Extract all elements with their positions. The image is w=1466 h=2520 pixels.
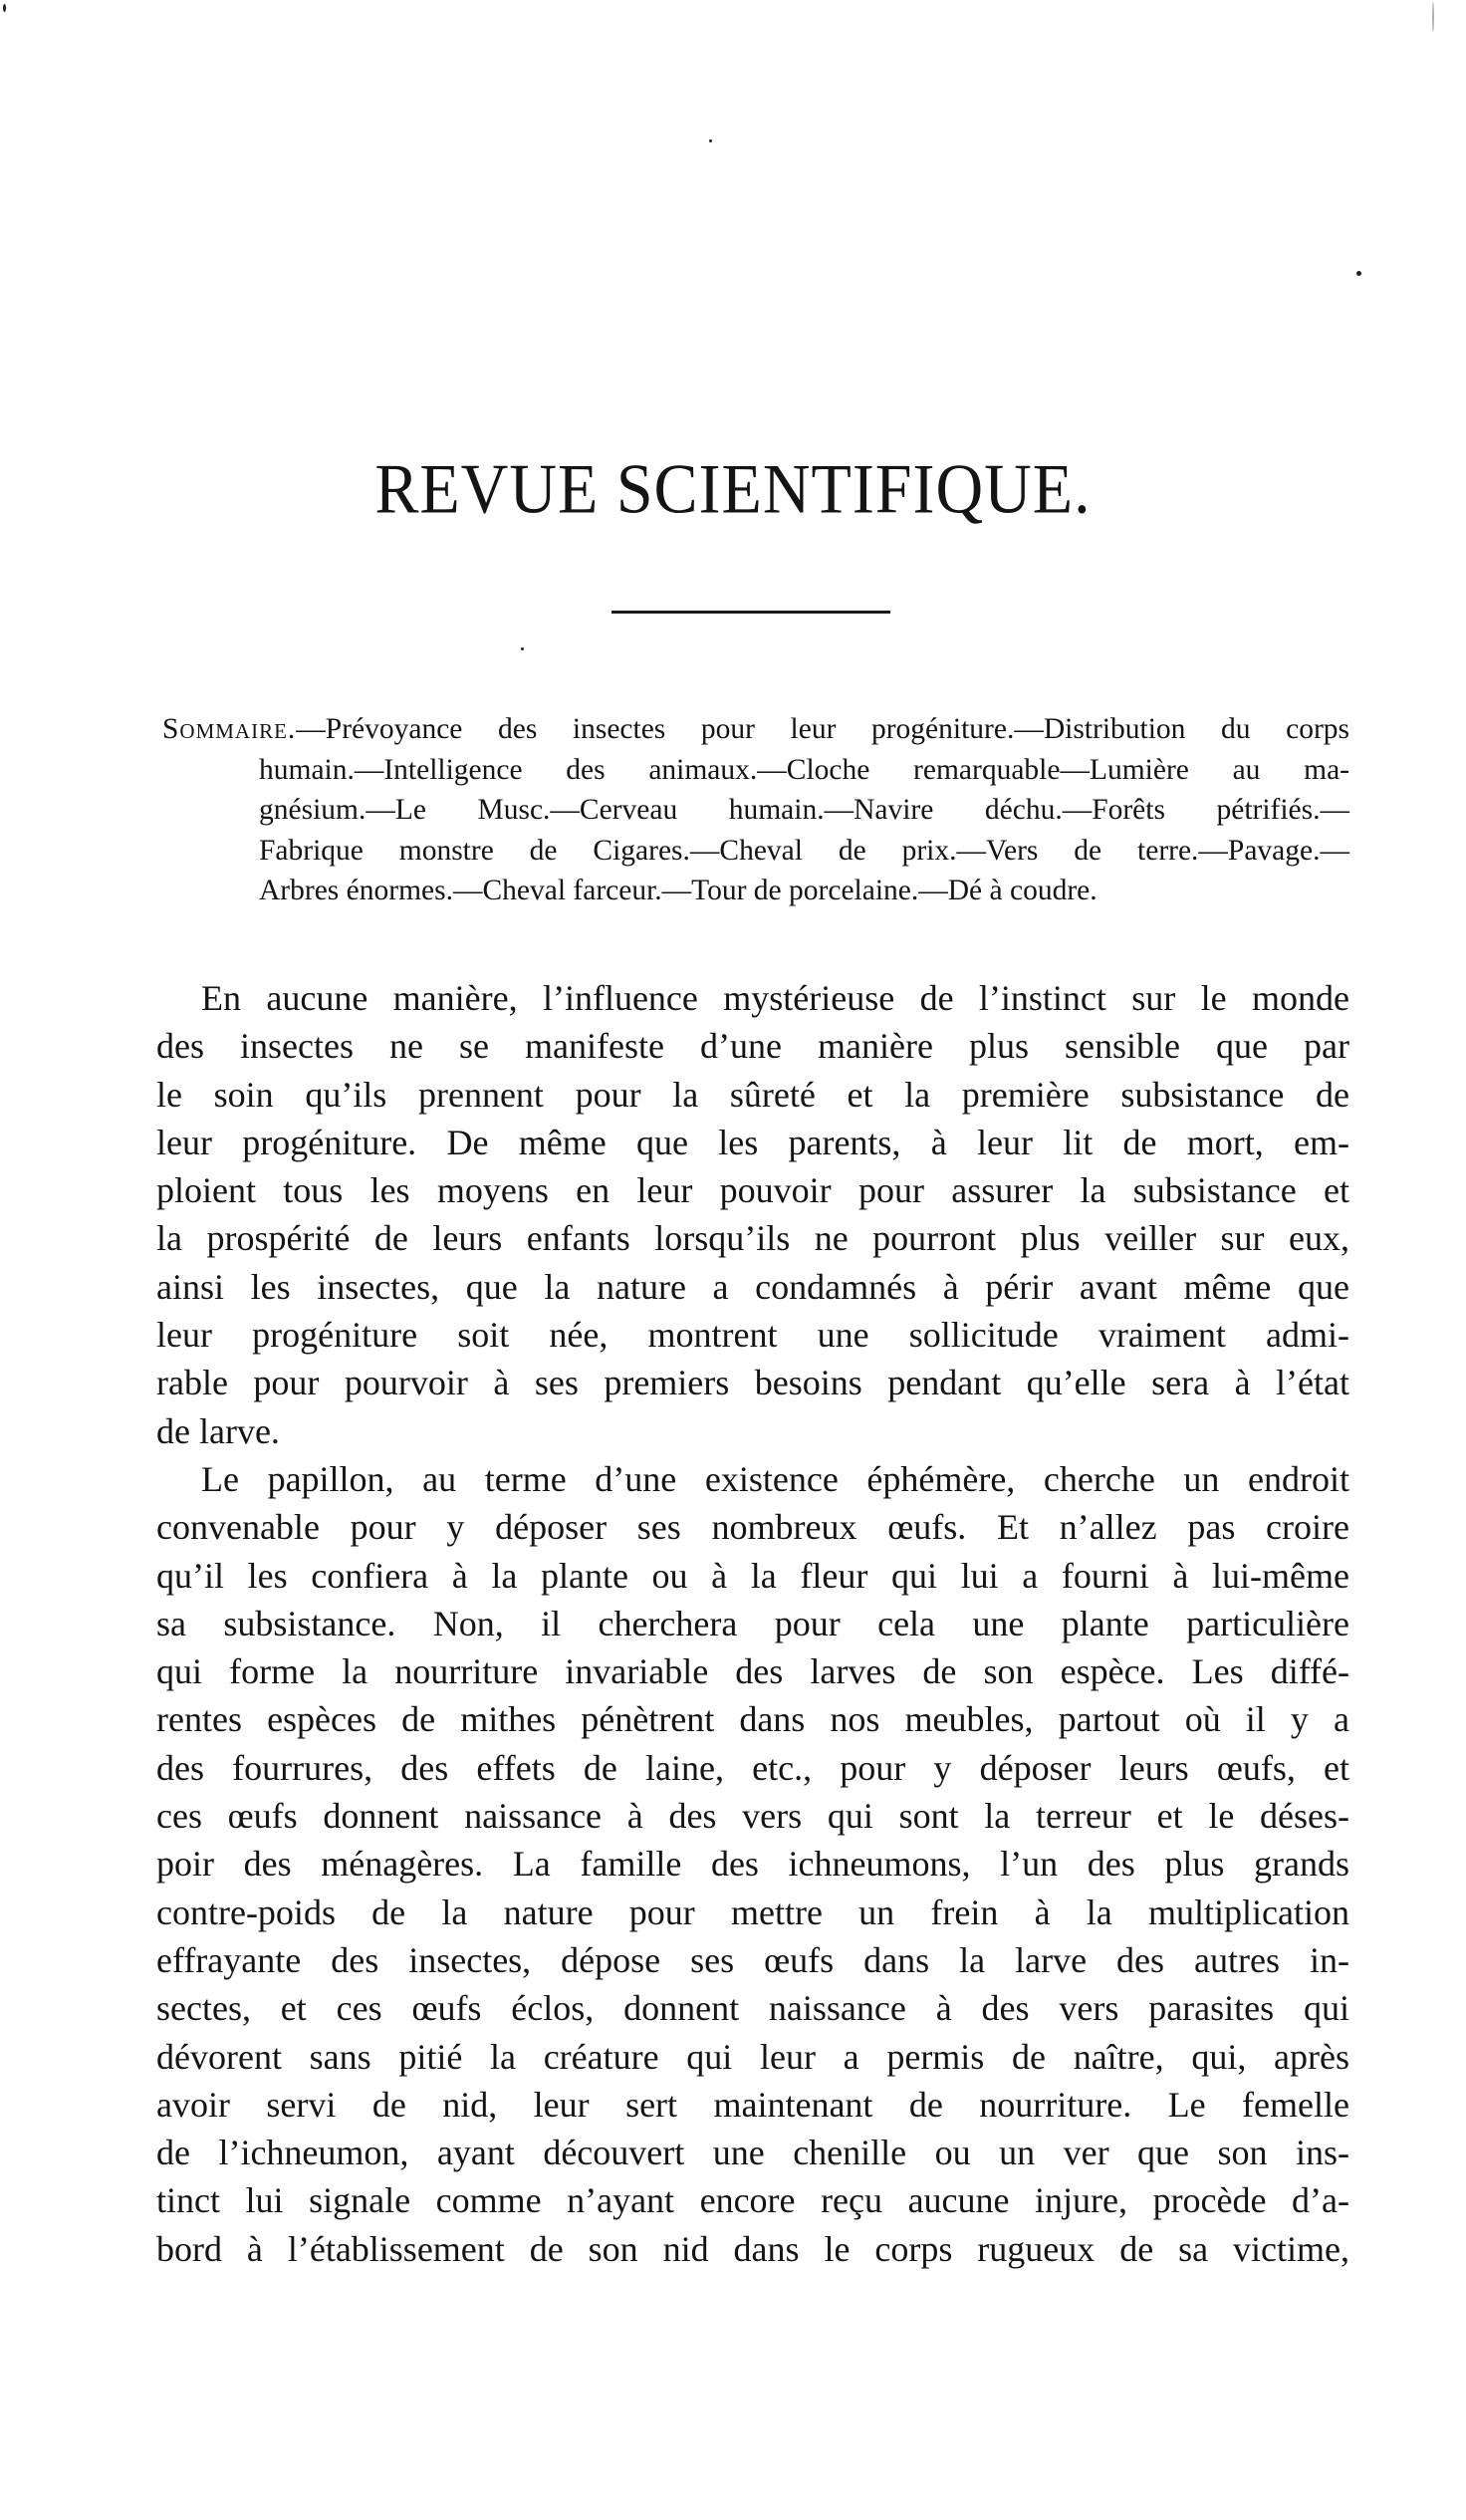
scan-speck	[1356, 271, 1361, 276]
text-line: avoir servi de nid, leur sert maintenant de nourriture. Le femelle	[156, 2084, 1349, 2125]
summary-line: Fabrique monstre de Cigares.—Cheval de prix.—Vers de terre.—Pavage.—	[259, 834, 1349, 867]
text-line: effrayante des insectes, dépose ses œufs dans la larve des autres in-	[156, 1939, 1349, 1980]
text-line: rable pour pourvoir à ses premiers besoins pendant qu’elle sera à l’état	[156, 1363, 1349, 1403]
text-line: dévorent sans pitié la créature qui leur a permis de naître, qui, après	[156, 2036, 1349, 2077]
scan-speck	[521, 647, 524, 650]
summary-line: Arbres énormes.—Cheval farceur.—Tour de porcelaine.—Dé à coudre.	[259, 875, 1098, 906]
scan-speck	[1432, 2, 1434, 32]
text-line: tinct lui signale comme n’ayant encore reçu aucune injure, procède d’a-	[156, 2180, 1349, 2221]
text-line: des fourrures, des effets de laine, etc., pour y déposer leurs œufs, et	[156, 1747, 1349, 1788]
text-line: ainsi les insectes, que la nature a condamnés à périr avant même que	[156, 1266, 1349, 1307]
text-line: bord à l’établissement de son nid dans le corps rugueux de sa victime,	[156, 2228, 1349, 2269]
summary-line: Sommaire.—Prévoyance des insectes pour leur progéniture.—Distribution du corps	[162, 713, 1349, 745]
text-line: des insectes ne se manifeste d’une manière plus sensible que par	[156, 1026, 1349, 1067]
text-line: qui forme la nourriture invariable des larves de son espèce. Les diffé-	[156, 1651, 1349, 1692]
text-line: de larve.	[156, 1410, 280, 1451]
text-line: rentes espèces de mithes pénètrent dans nos meubles, partout où il y a	[156, 1699, 1349, 1740]
text-line: ploient tous les moyens en leur pouvoir pour assurer la subsistance et	[156, 1170, 1349, 1211]
scan-speck	[3, 4, 6, 12]
summary-block	[162, 709, 1349, 911]
paragraph	[156, 974, 1349, 1455]
summary-line: humain.—Intelligence des animaux.—Cloche remarquable—Lumière au ma-	[259, 753, 1349, 786]
text-line: leur progéniture. De même que les parents, à leur lit de mort, em-	[156, 1122, 1349, 1162]
summary-label: Sommaire.	[162, 713, 297, 745]
scan-speck	[709, 139, 712, 142]
text-line: Le papillon, au terme d’une existence éphémère, cherche un endroit	[201, 1458, 1349, 1499]
text-line: sectes, et ces œufs éclos, donnent naissance à des vers parasites qui	[156, 1988, 1349, 2029]
paragraph	[156, 1455, 1349, 2273]
text-line: ces œufs donnent naissance à des vers qui sont la terreur et le déses-	[156, 1796, 1349, 1837]
text-line: contre-poids de la nature pour mettre un frein à la multiplication	[156, 1891, 1349, 1932]
title-rule	[611, 611, 890, 614]
text-line: qu’il les confiera à la plante ou à la fleur qui lui a fourni à lui-même	[156, 1555, 1349, 1596]
article-body	[156, 974, 1349, 2273]
text-line: En aucune manière, l’influence mystérieuse de l’instinct sur le monde	[201, 978, 1349, 1018]
summary-line: gnésium.—Le Musc.—Cerveau humain.—Navire déchu.—Forêts pétrifiés.—	[259, 794, 1349, 826]
page-title: REVUE SCIENTIFIQUE.	[374, 450, 1092, 529]
text-line: le soin qu’ils prennent pour la sûreté et la première subsistance de	[156, 1074, 1349, 1115]
text-line: de l’ichneumon, ayant découvert une chenille ou un ver que son ins-	[156, 2133, 1349, 2173]
text-line: la prospérité de leurs enfants lorsqu’ils ne pourront plus veiller sur eux,	[156, 1218, 1349, 1259]
text-line: leur progéniture soit née, montrent une sollicitude vraiment admi-	[156, 1315, 1349, 1356]
text-line: sa subsistance. Non, il cherchera pour cela une plante particulière	[156, 1603, 1349, 1643]
text-line: poir des ménagères. La famille des ichneumons, l’un des plus grands	[156, 1844, 1349, 1885]
text-line: convenable pour y déposer ses nombreux œufs. Et n’allez pas croire	[156, 1507, 1349, 1548]
